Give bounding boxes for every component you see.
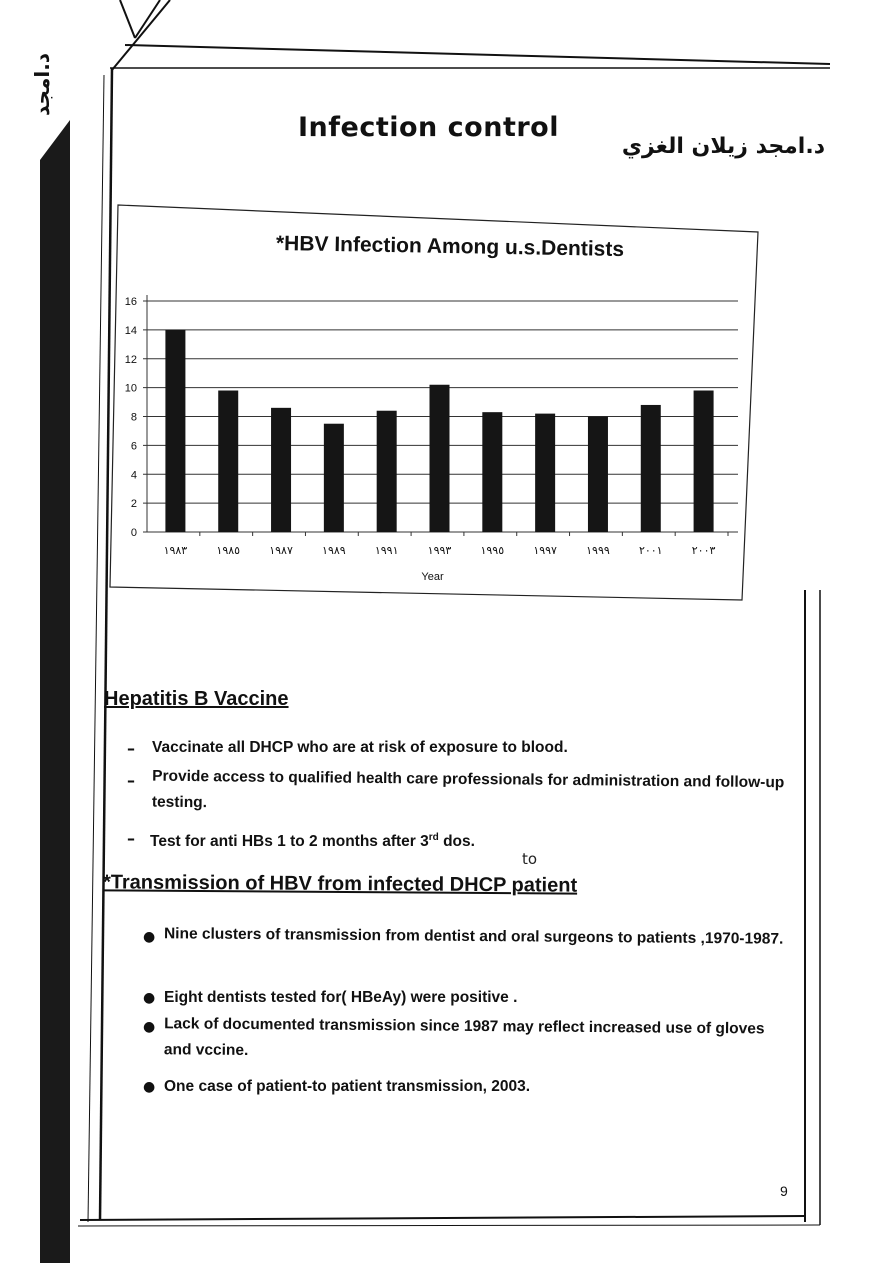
- bullet-dot: ●: [143, 1019, 156, 1035]
- x-tick-label: ١٩٩١: [374, 544, 399, 557]
- transmission-item-4: One case of patient-to patient transmission, 2003.: [164, 1078, 531, 1095]
- bar-9: [588, 417, 608, 533]
- page-number: 9: [780, 1183, 788, 1199]
- superscript-rd: rd: [428, 832, 439, 843]
- bar-10: [641, 405, 661, 532]
- x-tick-label: ١٩٩٣: [427, 544, 452, 557]
- x-tick-label: ١٩٨٣: [163, 544, 188, 557]
- y-tick-label: 4: [130, 469, 137, 482]
- page-title: Infection control: [298, 112, 559, 143]
- dash-bullet: –: [127, 771, 135, 790]
- vaccine-item-2: Provide access to qualified health care professionals for administration and follow-up testing.: [151, 767, 785, 812]
- y-tick-label: 2: [130, 498, 137, 511]
- y-tick-label: 14: [124, 324, 137, 337]
- bar-7: [482, 412, 502, 532]
- transmission-item-1: Nine clusters of transmission from dentist and oral surgeons to patients ,1970-1987.: [163, 925, 784, 948]
- vaccine-heading: Hepatitis B Vaccine: [104, 688, 289, 710]
- x-tick-label: ١٩٩٥: [480, 544, 505, 557]
- vaccine-item-1: Vaccinate all DHCP who are at risk of exposure to blood.: [152, 739, 568, 756]
- bar-8: [535, 414, 555, 532]
- bar-5: [377, 411, 397, 532]
- bar-3: [271, 408, 291, 532]
- hbv-chart: [110, 205, 742, 600]
- handwritten-note: to: [522, 850, 538, 868]
- x-tick-label: ٢٠٠١: [638, 544, 663, 557]
- bar-6: [430, 385, 450, 532]
- bar-4: [324, 424, 344, 532]
- bullet-dot: ●: [143, 990, 156, 1006]
- binding-shadow: [40, 120, 70, 1263]
- author-name: د.امجد زيلان الغزي: [621, 134, 825, 159]
- x-tick-label: ١٩٨٥: [216, 544, 241, 557]
- bullet-dot: ●: [143, 929, 156, 945]
- x-tick-label: ١٩٨٩: [322, 544, 346, 557]
- transmission-heading: *Transmission of HBV from infected DHCP patient: [102, 871, 578, 897]
- bar-1: [165, 330, 185, 532]
- bar-11: [694, 391, 714, 532]
- x-axis-label: Year: [421, 571, 444, 583]
- y-tick-label: 6: [130, 440, 137, 453]
- vaccine-item-3-end: dos.: [438, 833, 475, 851]
- chart-canvas: [110, 205, 742, 600]
- bullet-dot: ●: [143, 1079, 156, 1095]
- x-tick-label: ٢٠٠٣: [691, 544, 716, 557]
- bar-2: [218, 391, 238, 532]
- margin-author-mark: د.امجد: [30, 52, 54, 116]
- vaccine-item-3-text: Test for anti HBs 1 to 2 months after 3: [150, 833, 429, 851]
- x-tick-label: ١٩٨٧: [269, 544, 293, 557]
- transmission-item-2: Eight dentists tested for( HBeAy) were positive .: [164, 989, 518, 1006]
- dash-bullet: –: [127, 739, 135, 758]
- y-tick-label: 12: [124, 353, 137, 366]
- vaccine-item-3: [150, 825, 650, 855]
- x-tick-label: ١٩٩٧: [533, 544, 557, 557]
- transmission-item-3: Lack of documented transmission since 1987 may reflect increased use of gloves and vccine.: [163, 1015, 765, 1059]
- dash-bullet: –: [127, 829, 135, 848]
- chart-title: *HBV Infection Among u.s.Dentists: [275, 231, 625, 262]
- y-tick-label: 16: [124, 296, 137, 308]
- y-tick-label: 10: [124, 382, 137, 395]
- y-tick-label: 0: [130, 527, 137, 539]
- x-tick-label: ١٩٩٩: [586, 544, 610, 557]
- y-tick-label: 8: [130, 411, 137, 424]
